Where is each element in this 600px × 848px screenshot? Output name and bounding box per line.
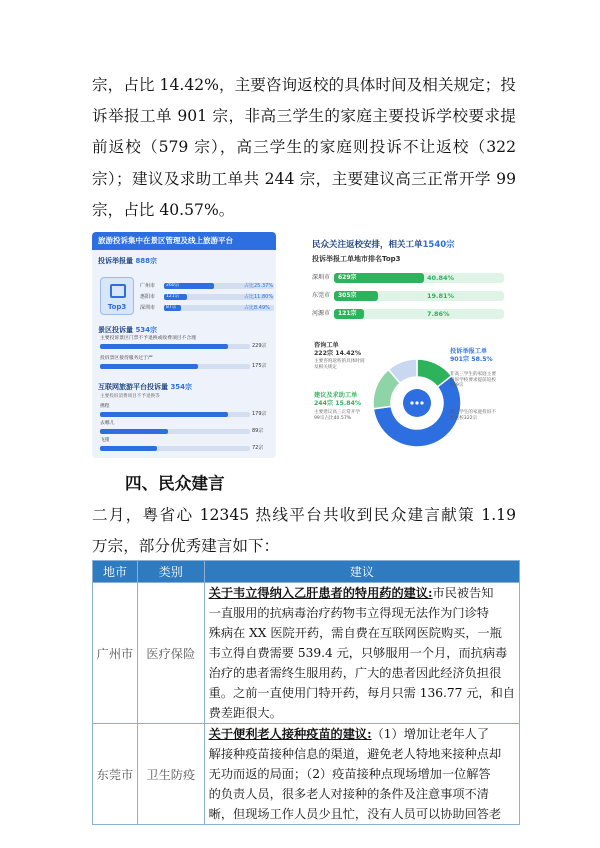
table-header-row	[93, 561, 520, 583]
rank-city: 东莞市	[312, 292, 331, 299]
top3-badge	[100, 277, 134, 315]
city-pct: 占比11.80%	[244, 294, 274, 300]
scenic-count: 534宗	[135, 326, 158, 334]
city-cell: 广州市	[93, 583, 138, 724]
suggestion-line: 市民被告知	[432, 586, 494, 600]
chat-dot	[415, 401, 418, 404]
city-cell: 东莞市	[93, 724, 138, 825]
stat-item	[100, 421, 270, 439]
school-return-count: 1540宗	[422, 240, 455, 250]
suggestions-table	[92, 560, 520, 825]
suggestion-line: 的负责人员，很多老人对接种的条件及注意事项不清	[208, 787, 489, 801]
city-name: 惠阳市	[140, 294, 156, 300]
school-return-panel	[284, 232, 510, 458]
suggestion-title: 关于韦立得纳入乙肝患者的特用药的建议:	[208, 586, 433, 600]
paragraph-line: 前返校（579 宗），高三学生的家庭则投诉不让返校（322	[92, 138, 516, 157]
suggest-title: 建议及求助工单	[314, 392, 358, 399]
online-count: 354宗	[170, 383, 193, 391]
stat-item-label: 投诉景区接待服务过于严	[100, 356, 153, 361]
stat-item-label: 主要投诉景区门票不予退换或收费项目不合理	[100, 336, 196, 341]
suggest-value: 244宗 15.84%	[314, 400, 362, 407]
table-row	[93, 583, 520, 724]
complaint-count: 888宗	[135, 257, 158, 265]
stat-item-bar	[100, 344, 228, 349]
rank-bar: 121宗	[334, 309, 364, 319]
rank-city: 深圳市	[312, 274, 331, 281]
stat-item-track	[100, 446, 250, 451]
tourism-panel	[92, 232, 276, 458]
rank-bar: 629宗	[334, 273, 424, 283]
stat-item-track	[100, 429, 250, 434]
stat-item-value: 89宗	[252, 428, 264, 434]
stat-item-bar	[100, 364, 198, 369]
body-paragraph-2	[92, 500, 516, 562]
map-pin-icon	[110, 284, 126, 298]
paragraph-line: 万宗，部分优秀建言如下：	[92, 537, 280, 556]
ticket-donut-chart	[362, 348, 472, 458]
suggestion-line: 无功而返的局面；（2）疫苗接种点现场增加一位解答	[208, 767, 491, 781]
stat-item-label: 携程	[100, 404, 110, 409]
paragraph-line: 宗，占比 14.42%，主要咨询返校的具体时间及相关规定；投	[92, 76, 516, 94]
tourism-panel-header: 旅游投诉集中在景区管理及线上旅游平台	[92, 232, 276, 250]
paragraph-line: 宗，占比 40.57%。	[92, 200, 235, 219]
stat-item-bar	[100, 412, 228, 417]
stat-item-label: 飞猪	[100, 438, 110, 443]
stat-item-track	[100, 364, 250, 369]
chat-dot	[410, 401, 413, 404]
stat-item-value: 175宗	[252, 363, 267, 369]
rank-city: 河源市	[312, 310, 331, 317]
stat-item-bar	[100, 446, 157, 451]
stat-item-track	[100, 412, 250, 417]
city-bar: 121宗	[164, 294, 187, 300]
table-row	[93, 724, 520, 825]
col-header-city: 地市	[93, 561, 138, 583]
suggestion-line: 费差距很大。	[208, 706, 282, 720]
col-header-category: 类别	[137, 561, 204, 583]
ranking-subtitle: 投诉举报工单地市排名Top3	[312, 255, 401, 263]
body-paragraph-1	[92, 70, 516, 226]
suggest-desc: 主要建议高三正常开学99宗占比40.57%	[314, 410, 360, 421]
stat-item-value: 72宗	[252, 445, 264, 451]
stat-item	[100, 356, 270, 374]
scenic-title: 景区投诉量 534宗	[98, 326, 158, 334]
infographic	[92, 232, 510, 458]
stat-item-value: 229宗	[252, 343, 267, 349]
rank-pct: 40.84%	[427, 274, 455, 282]
suggestion-line: （1）增加让老年人了	[371, 727, 490, 741]
rank-pct: 7.86%	[427, 310, 450, 318]
stat-item-bar	[100, 429, 168, 434]
city-name: 深圳市	[140, 305, 156, 311]
stat-item	[100, 336, 270, 354]
consult-title: 咨询工单	[314, 342, 339, 349]
complaint-title: 投诉举报量 888宗	[98, 257, 158, 265]
city-bar: 87宗	[164, 305, 181, 311]
suggestion-cell	[204, 583, 519, 724]
suggestion-line: 晰，但现场工作人员少且忙，没有人员可以协助回答老	[208, 807, 502, 821]
city-row	[140, 304, 274, 312]
section-heading: 四、民众建言	[125, 474, 225, 493]
suggestion-line: 殊病在 XX 医院开药，需自费在互联网医院购买，一瓶	[208, 626, 502, 640]
category-cell: 卫生防疫	[137, 724, 204, 825]
suggestion-line: 解接种疫苗接种信息的渠道，避免老人特地来接种点却	[208, 747, 502, 761]
suggestion-line: 治疗的患者需终生服用药，广大的患者因此经济负担很	[208, 666, 502, 680]
suggestion-cell	[204, 724, 519, 825]
suggestion-line: 一直服用的抗病毒治疗药物韦立得现无法作为门诊特	[208, 606, 489, 620]
top3-label: Top3	[107, 303, 127, 311]
city-name: 广州市	[140, 283, 156, 289]
paragraph-line: 诉举报工单 901 宗，非高三学生的家庭主要投诉学校要求提	[92, 107, 516, 126]
suggestion-line: 重。之前一直使用门特开药，每月只需 136.77 元，和自	[208, 686, 515, 700]
rank-pct: 19.81%	[427, 292, 455, 300]
complaint-desc-1: 非高三学生的家庭主要投诉学校要求提前返校579宗	[450, 372, 496, 389]
paragraph-line: 宗）；建议及求助工单共 244 宗，主要建议高三正常开学 99	[92, 169, 516, 188]
rank-row	[312, 308, 502, 320]
city-pct: 占比8.49%	[244, 305, 270, 311]
consult-value: 222宗 14.42%	[314, 350, 362, 357]
school-return-title: 民众关注返校安排，相关工单1540宗	[312, 240, 455, 250]
city-row	[140, 293, 274, 301]
suggestion-title: 关于便利老人接种疫苗的建议:	[208, 727, 372, 741]
complaint-desc-2: 高三学生的家庭投诉不让返校322宗	[450, 410, 496, 421]
suggestion-line: 韦立得自费需要 539.4 元，只够服用一个月，而抗病毒	[208, 646, 508, 660]
col-header-suggestion: 建议	[204, 561, 519, 583]
rank-row	[312, 272, 502, 284]
stat-item-value: 179宗	[252, 411, 267, 417]
city-row	[140, 282, 274, 290]
online-subtitle: 主要投诉消费项目不予退换等	[100, 394, 160, 399]
city-bar: 260宗	[164, 283, 214, 289]
rank-row	[312, 290, 502, 302]
complaint-ticket-value: 901宗 58.5%	[450, 356, 493, 363]
stat-item	[100, 438, 270, 456]
consult-desc: 主要咨询返校的具体时间及相关规定	[314, 359, 365, 370]
stat-item-track	[100, 344, 250, 349]
category-cell: 医疗保险	[137, 583, 204, 724]
city-pct: 占比25.37%	[244, 283, 274, 289]
chat-dot	[420, 401, 423, 404]
online-title: 互联网旅游平台投诉量 354宗	[98, 383, 193, 391]
stat-item-label: 去哪儿	[100, 421, 115, 426]
paragraph-line: 二月，粤省心 12345 热线平台共收到民众建言献策 1.19	[92, 506, 516, 524]
complaint-ticket-title: 投诉举报工单	[450, 348, 488, 355]
stat-item	[100, 404, 270, 422]
rank-bar: 305宗	[334, 291, 378, 301]
